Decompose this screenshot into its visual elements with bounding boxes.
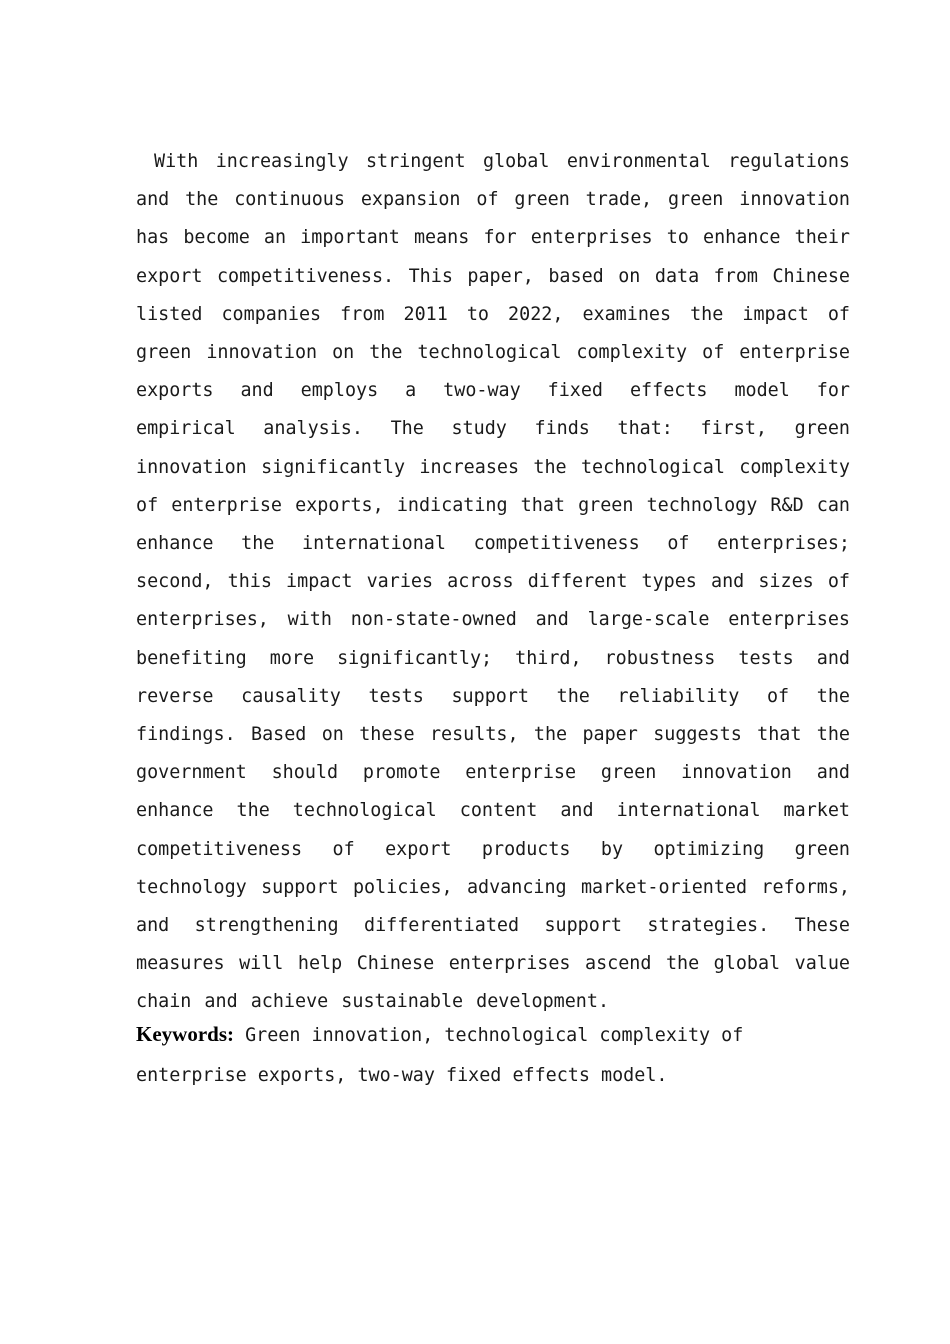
keywords-text: Green innovation, technological complexity of enterprise exports, two-way fixed effects model. <box>136 1025 744 1086</box>
abstract-paragraph: With increasingly stringent global environmental regulations and the continuous expansion of green trade, green innovation has become an important means for enterprises to enhance their export competitiveness. This paper, based on data from Chinese listed companies from 2011 to 2022, examines the impact of green innovation on the technological complexity of enterprise exports and employs a two-way fixed effects model for empirical analysis. The study finds that: first, green innovation significantly increases the technological complexity of enterprise exports, indicating that green technology R&D can enhance the international competitiveness of enterprises; second, this impact varies across different types and sizes of enterprises, with non-state-owned and large-scale enterprises benefiting more significantly; third, robustness tests and reverse causality tests support the reliability of the findings. Based on these results, the paper suggests that the government should promote enterprise green innovation and enhance the technological content and international market competitiveness of export products by optimizing green technology support policies, advancing market-oriented reforms, and strengthening differentiated support strategies. These measures will help Chinese enterprises ascend the global value chain and achieve sustainable development. <box>136 151 850 1013</box>
keywords-label: Keywords: <box>136 1022 234 1046</box>
keywords-line <box>136 1014 776 1096</box>
